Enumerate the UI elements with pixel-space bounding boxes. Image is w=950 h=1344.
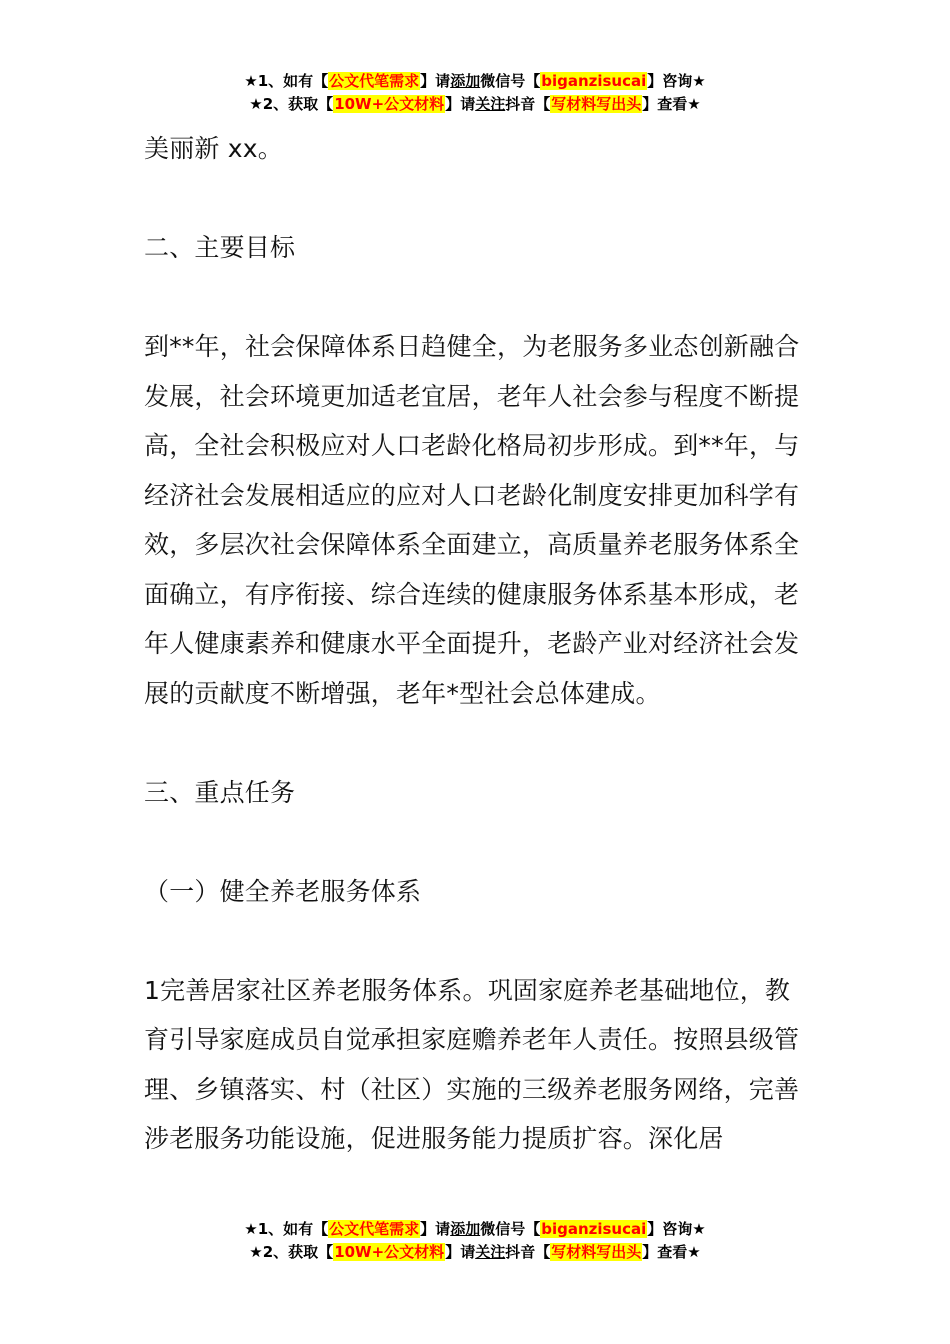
banner-text: 】咨询★ — [647, 72, 706, 90]
highlight-text: biganzisucai — [541, 1220, 647, 1238]
underlined-text: 添加 — [450, 1220, 481, 1238]
document-body — [144, 124, 812, 1164]
underlined-text: 关注 — [475, 1243, 506, 1261]
paragraph: 到**年，社会保障体系日趋健全，为老服务多业态创新融合发展，社会环境更加适老宜居，老年人社会参与程度不断提高，全社会积极应对人口老龄化格局初步形成。到**年，与经济社会发展相适应的应对人口老龄化制度安排更加科学有效，多层次社会保障体系全面建立，高质量养老服务体系全面确立，有序衔接、综合连续的健康服务体系基本形成，老年人健康素养和健康水平全面提升，老龄产业对经济社会发展的贡献度不断增强，老年*型社会总体建成。 — [144, 332, 800, 708]
underlined-text: 关注 — [475, 95, 506, 113]
banner-text: 微信号【 — [480, 72, 541, 90]
banner-text: ★2、获取【 — [249, 1243, 334, 1261]
banner-text: 抖音【 — [505, 1243, 551, 1261]
highlight-text: 写材料写出头 — [551, 1243, 642, 1261]
highlight-text: 公文代笔需求 — [329, 1220, 420, 1238]
banner-text: ★1、如有【 — [244, 72, 329, 90]
banner-text: 微信号【 — [480, 1220, 541, 1238]
banner-text: 】查看★ — [642, 1243, 701, 1261]
banner-text: 】咨询★ — [647, 1220, 706, 1238]
banner-line-2 — [0, 1241, 950, 1264]
highlight-text: biganzisucai — [541, 72, 647, 90]
banner-text: 】请 — [445, 95, 476, 113]
highlight-text: 公文代笔需求 — [329, 72, 420, 90]
banner-text: ★2、获取【 — [249, 95, 334, 113]
banner-line-2 — [0, 93, 950, 116]
paragraph: 美丽新 xx。 — [144, 134, 283, 163]
banner-text: 】请 — [445, 1243, 476, 1261]
banner-text: ★1、如有【 — [244, 1220, 329, 1238]
banner-text: 】请 — [420, 1220, 451, 1238]
highlight-text: 写材料写出头 — [551, 95, 642, 113]
banner-text: 】请 — [420, 72, 451, 90]
section-heading: 二、主要目标 — [144, 233, 296, 262]
highlight-text: 10W+公文材料 — [334, 95, 445, 113]
banner-text: 抖音【 — [505, 95, 551, 113]
banner-line-1 — [0, 70, 950, 93]
underlined-text: 添加 — [450, 72, 481, 90]
header-banner — [0, 70, 950, 116]
banner-line-1 — [0, 1218, 950, 1241]
highlight-text: 10W+公文材料 — [334, 1243, 445, 1261]
section-heading: 三、重点任务 — [144, 777, 296, 807]
footer-banner — [0, 1218, 950, 1264]
subsection-heading: （一）健全养老服务体系 — [144, 876, 422, 906]
paragraph: 1完善居家社区养老服务体系。巩固家庭养老基础地位，教育引导家庭成员自觉承担家庭赡养老年人责任。按照县级管理、乡镇落实、村（社区）实施的三级养老服务网络，完善涉老服务功能设施，促进服务能力提质扩容。深化居 — [144, 975, 800, 1153]
banner-text: 】查看★ — [642, 95, 701, 113]
